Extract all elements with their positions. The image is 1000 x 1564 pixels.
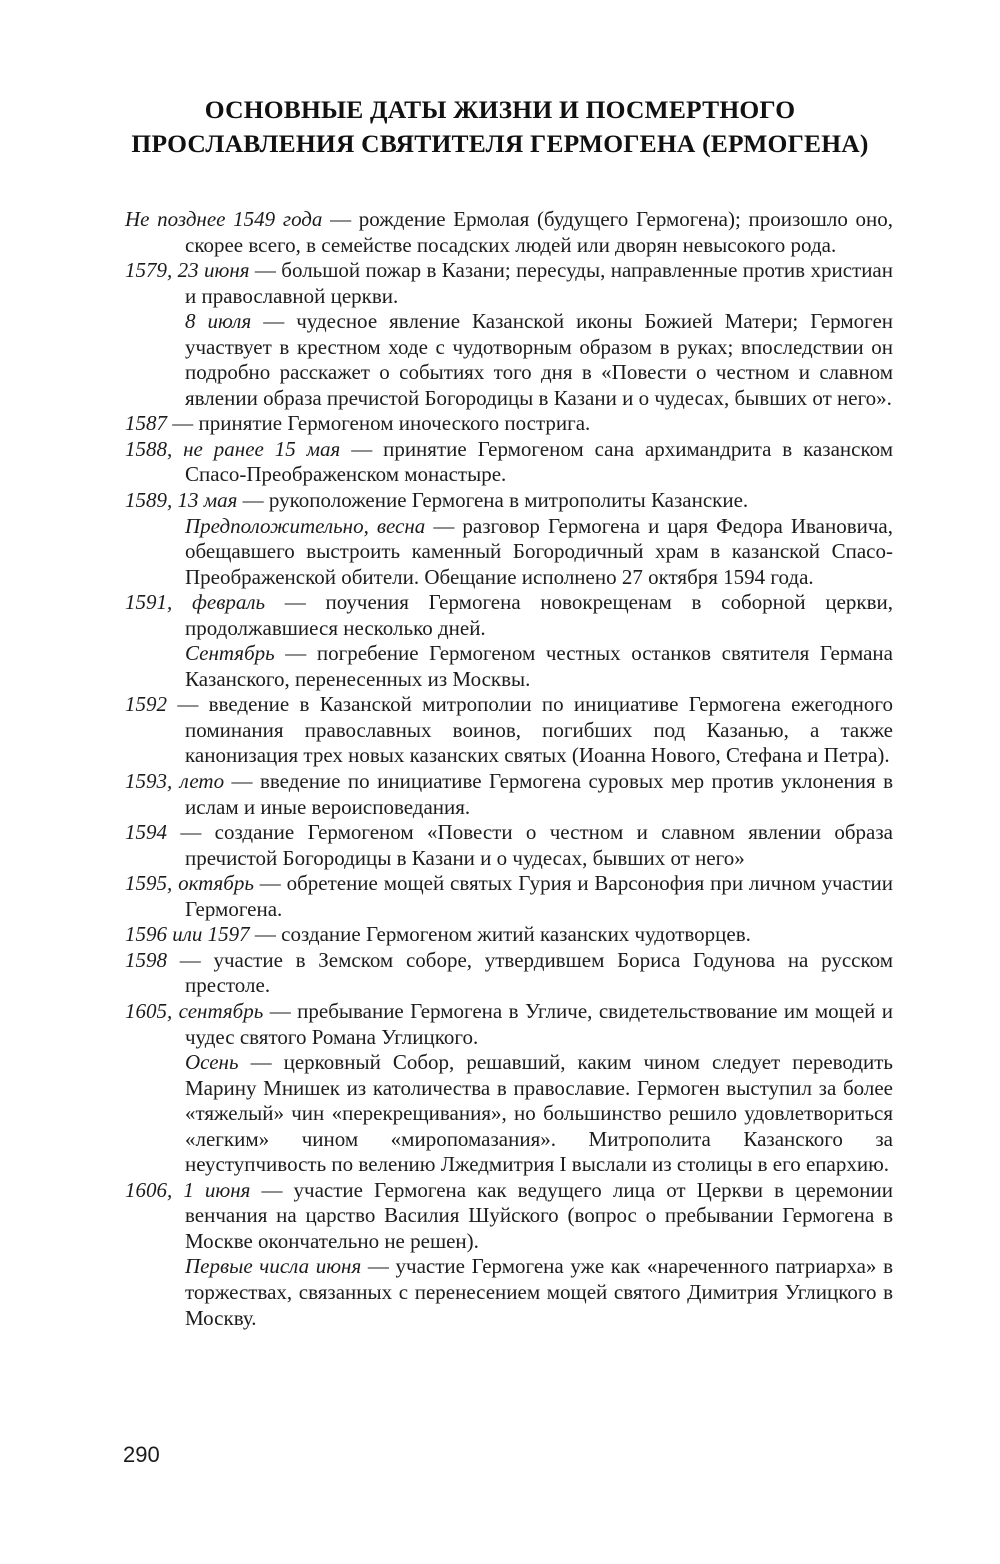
entry-date: Первые числа июня [185,1254,362,1279]
chronology-entry [125,769,893,820]
entry-text: — поучения Гермогена новокрещенам в соборной церкви, продолжавшиеся несколько дней. [185,590,893,640]
chronology-entry [125,411,893,437]
chapter-title-line-1: ОСНОВНЫЕ ДАТЫ ЖИЗНИ И ПОСМЕРТНОГО [204,95,796,124]
entry-text: — участие Гермогена как ведущего лица от Церкви в церемонии венчания на царство Василия Шуйского (вопрос о пребывании Гермогена в Москве окончательно не решен). [185,1177,893,1253]
entry-date: 1589, 13 мая [125,488,238,513]
entry-text: — участие в Земском соборе, утвердившем Бориса Годунова на русском престоле. [167,947,893,998]
entry-date: 1595, октябрь [125,871,254,896]
entry-date: Осень [185,1050,239,1075]
entry-date: 1587 [125,411,167,436]
chapter-title-line-2: ПРОСЛАВЛЕНИЯ СВЯТИТЕЛЯ ГЕРМОГЕНА (ЕРМОГЕНА) [131,129,869,158]
chronology-subentry [125,514,893,591]
entry-date: Не позднее 1549 года [125,207,323,231]
entry-date: 1605, сентябрь [125,998,264,1023]
chronology-entry [125,437,893,488]
entry-text: — рождение Ермолая (будущего Гермогена); произошло оно, скорее всего, в семействе посадских людей или дворян невысокого рода. [185,207,893,257]
entry-date: 1592 [125,692,167,717]
chronology-entry [125,922,893,948]
entry-date: 1591, февраль [125,590,266,615]
chronology-entry [125,258,893,309]
entry-date: 1588, не ранее 15 мая [125,436,341,461]
entry-text: — создание Гермогеном «Повести о честном и славном явлении образа пречистой Богородицы в Казани и о чудесах, бывших от него» [167,820,893,870]
chronology-entry [125,590,893,641]
entry-text: — пребывание Гермогена в Угличе, свидетельствование им мощей и чудес святого Романа Углицкого. [185,998,894,1049]
entry-date: 1594 [125,820,167,845]
entry-date: 1593, лето [125,769,225,794]
entry-date: 8 июля [185,309,252,334]
entry-text: — чудесное явление Казанской иконы Божией Матери; Гермоген участвует в крестном ходе с чудотворным образом в руках; впоследствии он подробно расскажет о событиях того дня в «Повести о честном и славном явлении образа пречистой Богородицы в Казани и о чудесах, бывших от него». [185,309,894,410]
entry-text: — участие Гермогена уже как «нареченного патриарха» в торжествах, связанных с перенесением мощей святого Димитрия Углицкого в Москву. [185,1254,893,1330]
entry-text: — обретение мощей святых Гурия и Варсонофия при личном участии Гермогена. [185,871,893,921]
chronology-entry [125,207,893,258]
entry-text: — принятие Гермогеном сана архимандрита в казанском Спасо-Преображенском монастыре. [185,436,893,487]
chronology-subentry [125,641,893,692]
chronology-subentry [125,1050,893,1178]
entry-text: — введение по инициативе Гермогена суровых мер против уклонения в ислам и иные вероисповедания. [185,769,893,819]
chronology-subentry [125,1254,893,1331]
chronology-entry [125,1178,893,1255]
entry-date: 1598 [125,947,167,972]
entry-text: — создание Гермогеном житий казанских чудотворцев. [249,922,751,947]
entry-date: Сентябрь [185,641,275,666]
entry-text: — большой пожар в Казани; пересуды, направленные против христиан и православной церкви. [185,258,893,308]
entry-text: — погребение Гермогеном честных останков святителя Германа Казанского, перенесенных из Москвы. [185,641,893,691]
entry-date: Предположительно, весна [185,513,426,538]
entry-text: — принятие Гермогеном иноческого пострига. [167,411,591,436]
chronology-list [125,207,893,1331]
entry-text: — разговор Гермогена и царя Федора Ивановича, обещавшего выстроить каменный Богородичный храм в казанской Спасо-Преображенской обители. Обещание исполнено 27 октября 1594 года. [185,513,893,589]
chronology-entry [125,871,893,922]
entry-date: 1579, 23 июня [125,258,250,283]
entry-date: 1596 или 1597 [125,922,250,947]
entry-text: — церковный Собор, решавший, каким чином следует переводить Марину Мнишек из католичества в православие. Гермоген выступил за более «тяжелый» чин «перекрещивания», но большинство решило удовлетвориться «легким» чином «миропомазания». Митрополита Казанского за неуступчивость по велению Лжедмитрия I выслали из столицы в его епархию. [185,1050,893,1177]
entry-date: 1606, 1 июня [125,1177,251,1202]
page-number: 290 [123,1442,160,1467]
chronology-entry [125,999,893,1050]
chronology-entry [125,488,893,514]
chronology-entry [125,948,893,999]
chronology-entry [125,820,893,871]
entry-text: — рукоположение Гермогена в митрополиты Казанские. [237,488,749,513]
chronology-entry [125,692,893,769]
chapter-title [110,93,890,161]
entry-text: — введение в Казанской митрополии по инициативе Гермогена ежегодного поминания православных воинов, погибших под Казанью, а также канонизация трех новых казанских святых (Иоанна Нового, Стефана и Петра). [167,692,893,768]
chronology-subentry [125,309,893,411]
